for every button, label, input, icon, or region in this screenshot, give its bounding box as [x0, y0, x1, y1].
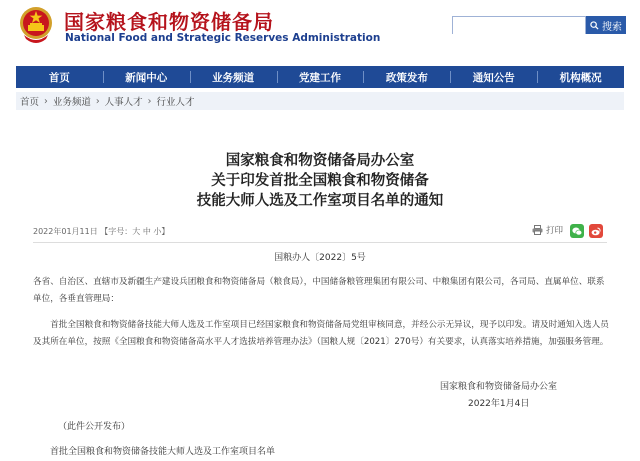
article-title-line-3: 技能大师人选及工作室项目名单的通知	[196, 193, 444, 209]
breadcrumb-separator: ›	[147, 95, 152, 107]
breadcrumb-home[interactable]: 首页	[20, 97, 40, 108]
print-button[interactable]	[532, 224, 563, 236]
breadcrumb-separator: ›	[44, 95, 48, 107]
main-nav	[16, 66, 624, 88]
wechat-icon	[572, 227, 582, 236]
signature-date: 2022年1月4日	[468, 399, 530, 409]
font-size-medium[interactable]: 中	[142, 227, 151, 236]
print-label: 打印	[546, 226, 564, 236]
search-button[interactable]	[586, 16, 626, 34]
article-meta	[33, 226, 169, 237]
search-button-label: 搜索	[602, 21, 622, 33]
breadcrumb	[16, 92, 624, 110]
national-emblem-icon	[18, 5, 54, 47]
signature-organization: 国家粮食和物资储备局办公室	[440, 382, 558, 392]
breadcrumb-personnel[interactable]: 人事人才	[104, 97, 143, 108]
font-size-close: 】	[161, 227, 170, 236]
search-input[interactable]	[453, 22, 585, 38]
meta-divider	[33, 242, 607, 243]
site-title-en: National Food and Strategic Reserves Administration	[65, 32, 381, 44]
article-title-line-1: 国家粮食和物资储备局办公室	[225, 153, 415, 169]
nav-item-notices[interactable]: 通知公告	[450, 66, 537, 88]
publish-date: 2022年01月11日	[33, 227, 98, 236]
search-icon	[590, 21, 599, 30]
font-size-small[interactable]: 小	[153, 227, 162, 236]
site-title-cn: 国家粮食和物资储备局	[64, 10, 274, 34]
nav-item-news[interactable]: 新闻中心	[103, 66, 190, 88]
article-paragraph-body: 首批全国粮食和物资储备技能大师人选及工作室项目已经国家粮食和物资储备局党组审核同意，并经公示无异议，现予以印发。请及时通知入选人员及其所在单位，按照《全国粮食和物资储备高水平人才选拔培养管理办法》（国粮人规〔2021〕270号）有关要求，认真落实培养措施，加强服务管理。	[33, 320, 609, 347]
nav-item-policy[interactable]: 政策发布	[363, 66, 450, 88]
share-weibo-button[interactable]	[589, 224, 603, 238]
font-size-large[interactable]: 大	[132, 227, 141, 236]
nav-item-home[interactable]: 首页	[48, 71, 70, 84]
breadcrumb-business[interactable]: 业务频道	[52, 97, 91, 108]
site-header	[0, 0, 640, 56]
article-paragraph-recipients: 各省、自治区、直辖市及新疆生产建设兵团粮食和物资储备局（粮食局），中国储备粮管理集团有限公司、中粮集团有限公司，各司局、直属单位、联系单位，各垂直管理局：	[33, 277, 605, 304]
nav-item-business[interactable]: 业务频道	[190, 66, 277, 88]
breadcrumb-separator: ›	[95, 95, 100, 107]
search-box	[452, 16, 586, 34]
breadcrumb-industry-talent[interactable]: 行业人才	[156, 97, 195, 108]
article-title-line-2: 关于印发首批全国粮食和物资储备	[211, 173, 429, 189]
share-wechat-button[interactable]	[570, 224, 584, 238]
nav-item-party[interactable]: 党建工作	[277, 66, 364, 88]
attachment-title: 首批全国粮食和物资储备技能大师人选及工作室项目名单	[50, 447, 276, 457]
publication-note: （此件公开发布）	[58, 422, 131, 432]
printer-icon	[532, 225, 543, 235]
document-number: 国粮办人〔2022〕5号	[274, 253, 366, 263]
font-size-label: 【字号：	[100, 227, 133, 236]
weibo-icon	[591, 227, 601, 236]
nav-item-about[interactable]: 机构概况	[537, 66, 624, 88]
